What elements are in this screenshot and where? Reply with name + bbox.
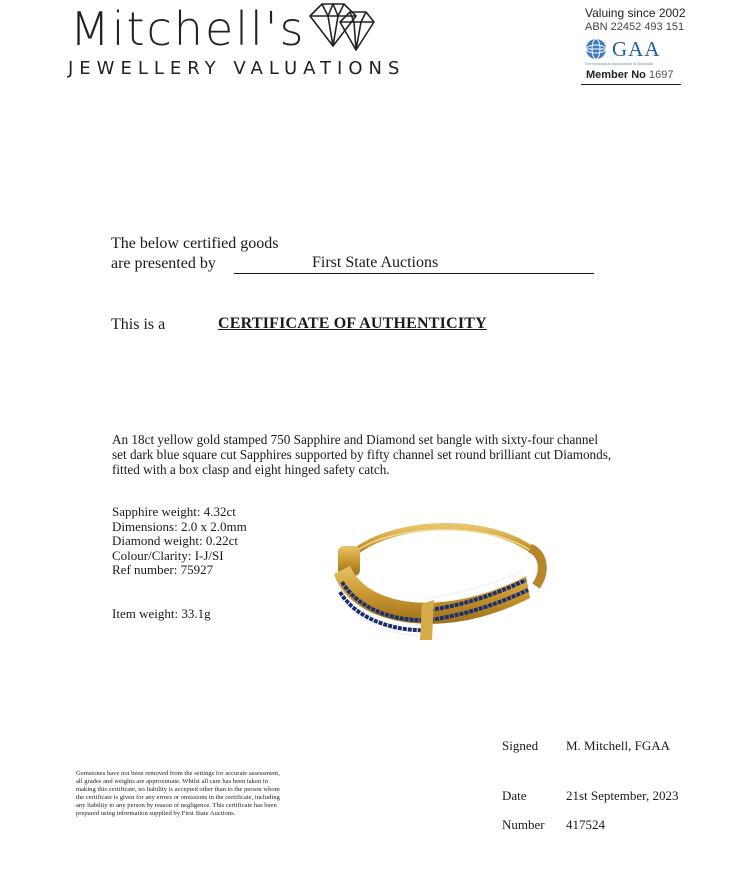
gaa-globe-icon <box>585 38 609 60</box>
this-is-label: This is a <box>111 316 166 333</box>
spec-line: Sapphire weight: 4.32ct <box>112 504 236 519</box>
member-label: Member No <box>586 69 646 81</box>
member-value: 1697 <box>648 69 674 81</box>
item-weight: Item weight: 33.1g <box>112 606 211 621</box>
bangle-photo <box>330 512 550 647</box>
spec-line: Ref number: 75927 <box>112 562 214 578</box>
item-description: An 18ct yellow gold stamped 750 Sapphire and Diamond set bangle with sixty-four channel set dark blue square cut Sapphires supported by fifty channel set round brilliant cut Diamonds, fitted with a box clasp and eight hinged safety catch. <box>112 432 612 477</box>
brand-name: Mitchell's <box>70 2 306 56</box>
abn-number: ABN 22452 493 151 <box>585 21 685 33</box>
gaa-label: GAA <box>612 37 661 61</box>
spec-line: Colour/Clarity: I-J/SI <box>112 547 224 563</box>
spec-line: Dimensions: 2.0 x 2.0mm <box>112 518 247 534</box>
member-number <box>586 69 673 81</box>
spec-line: Diamond weight: 0.22ct <box>112 533 239 549</box>
diamond-logo-icon <box>300 2 376 54</box>
intro-line-1: The below certified goods <box>111 235 279 252</box>
presenter-name: First State Auctions <box>312 254 439 271</box>
item-specs <box>112 505 247 578</box>
brand-subtitle: JEWELLERY VALUATIONS <box>68 58 406 79</box>
intro-line-2: are presented by <box>111 255 216 272</box>
date-value: 21st September, 2023 <box>566 788 679 803</box>
header-rule <box>581 84 681 85</box>
gaa-tagline: Gemmological Association of Australia <box>585 61 653 66</box>
signed-value: M. Mitchell, FGAA <box>566 738 670 753</box>
valuing-since: Valuing since 2002 <box>585 6 686 20</box>
signed-label: Signed <box>502 738 539 753</box>
disclaimer-text: Gemstones have not been removed from the settings for accurate assessment, all grades and weights are approximate. Whilst all care has been taken in making this certificate, no liability is accepted other than to the person whom the certificate is given for any errors or omissions in the certificate, including any liability to any person by reason of negligence. This certificate has been prepared using information supplied by First State Auctions. <box>76 770 280 817</box>
number-label: Number <box>502 817 545 832</box>
certificate-title: CERTIFICATE OF AUTHENTICITY <box>218 315 487 332</box>
date-label: Date <box>502 788 527 803</box>
number-value: 417524 <box>566 817 605 832</box>
